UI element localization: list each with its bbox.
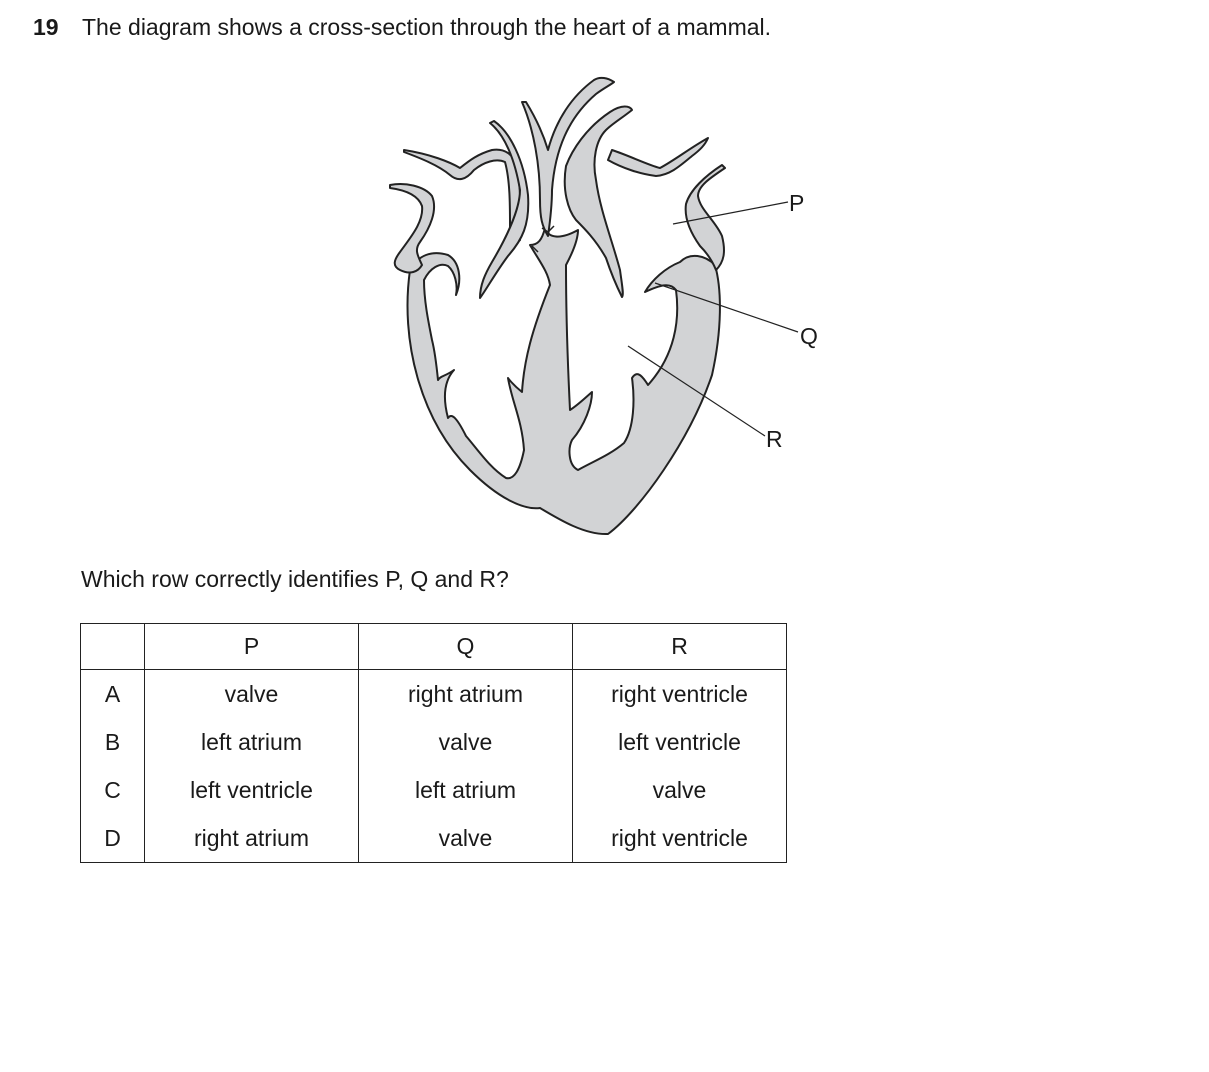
table-row[interactable] xyxy=(81,718,787,766)
cell-p: valve xyxy=(145,670,359,719)
cell-r: left ventricle xyxy=(573,718,787,766)
cell-q: left atrium xyxy=(359,766,573,814)
table-row[interactable] xyxy=(81,670,787,719)
vessel-upper-right xyxy=(608,138,708,176)
label-p: P xyxy=(789,190,805,216)
row-key: C xyxy=(81,766,145,814)
table-row[interactable] xyxy=(81,766,787,814)
vessel-branch-a xyxy=(480,121,528,298)
cell-q: valve xyxy=(359,718,573,766)
label-q: Q xyxy=(800,323,818,349)
table-header-row xyxy=(81,624,787,670)
header-r: R xyxy=(573,624,787,670)
question-number: 19 xyxy=(33,14,59,40)
heart-diagram xyxy=(360,70,840,550)
cell-r: valve xyxy=(573,766,787,814)
table-row[interactable] xyxy=(81,814,787,863)
row-key: D xyxy=(81,814,145,863)
answer-table xyxy=(80,623,787,863)
question-text: The diagram shows a cross-section through the heart of a mammal. xyxy=(82,14,772,40)
row-key: B xyxy=(81,718,145,766)
header-key xyxy=(81,624,145,670)
cell-q: valve xyxy=(359,814,573,863)
label-r: R xyxy=(766,426,783,452)
question-prompt: Which row correctly identifies P, Q and R? xyxy=(81,566,509,592)
vessel-branch-b xyxy=(565,107,632,298)
cell-r: right ventricle xyxy=(573,814,787,863)
header-q: Q xyxy=(359,624,573,670)
cell-r: right ventricle xyxy=(573,670,787,719)
cell-p: left atrium xyxy=(145,718,359,766)
heart-outer-wall xyxy=(408,228,720,534)
cell-q: right atrium xyxy=(359,670,573,719)
row-key: A xyxy=(81,670,145,719)
cell-p: left ventricle xyxy=(145,766,359,814)
header-p: P xyxy=(145,624,359,670)
cell-p: right atrium xyxy=(145,814,359,863)
